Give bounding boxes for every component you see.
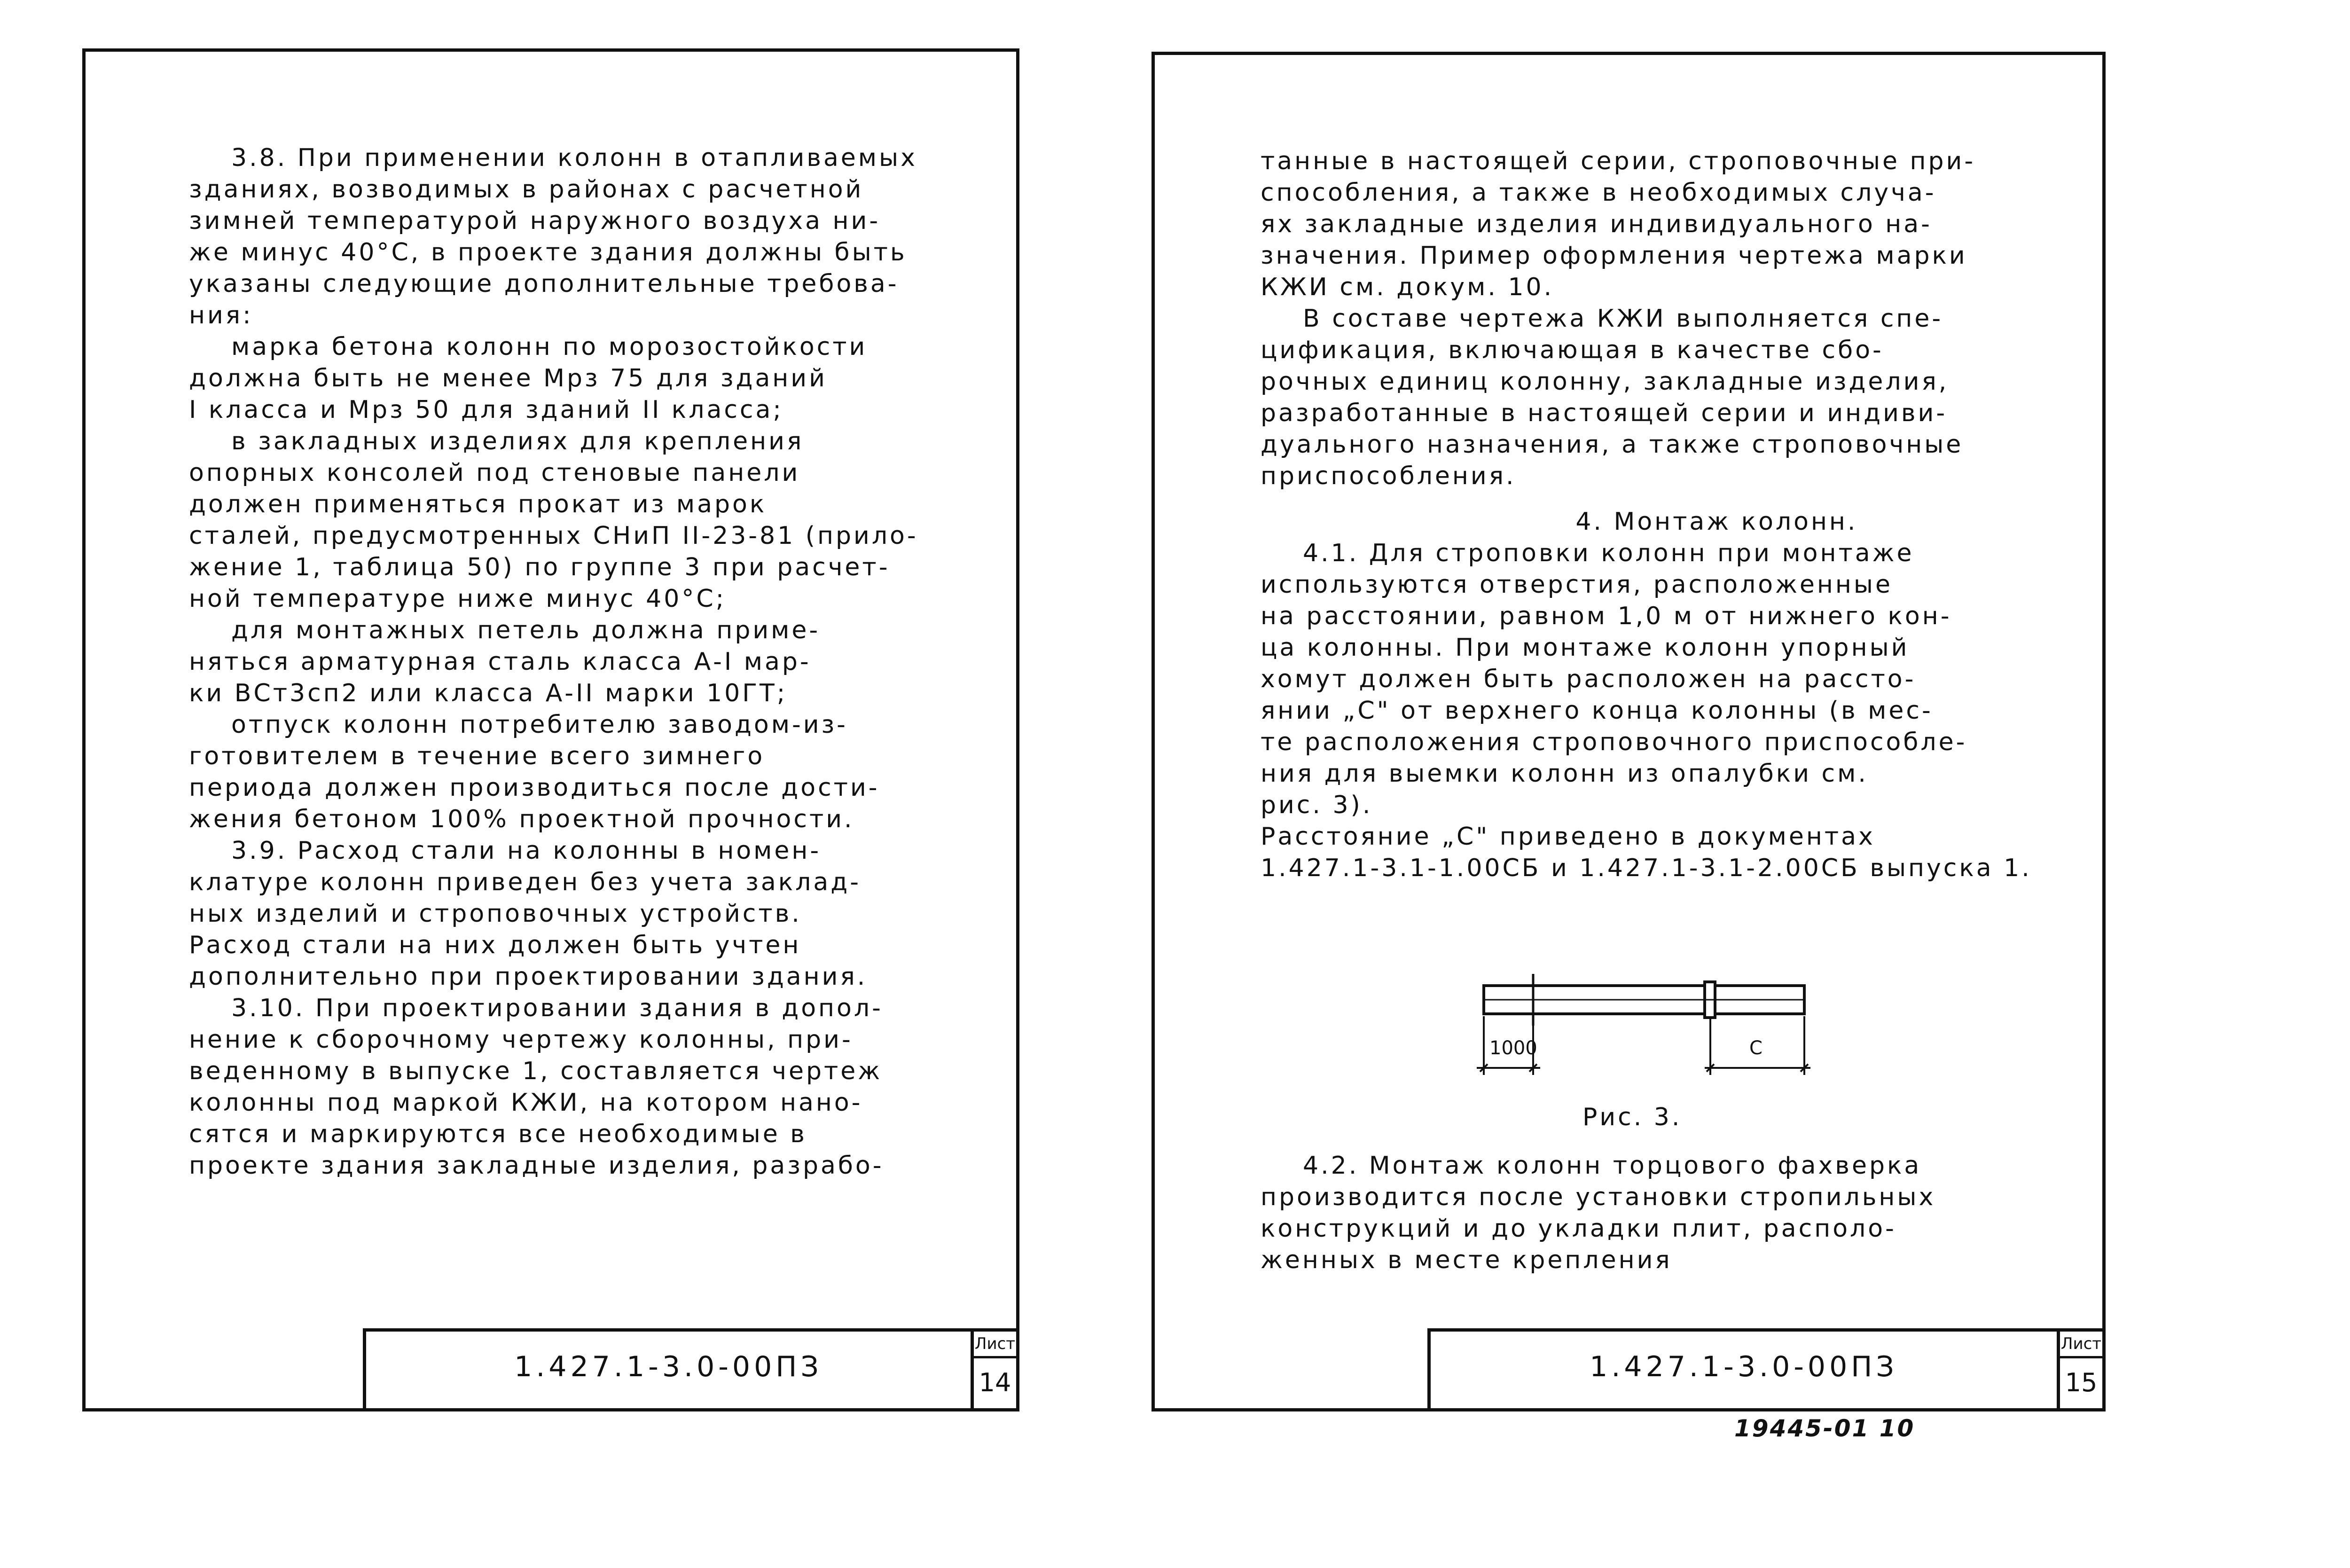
sheet-number: 15 — [2065, 1368, 2098, 1397]
right-text-middle — [1261, 538, 2032, 884]
title-block-right — [1427, 1328, 2102, 1408]
document-code: 1.427.1-3.0-00ПЗ — [514, 1350, 822, 1383]
text-line: ца колонны. При монтаже колонн упорный — [1261, 634, 1910, 662]
archive-number: 19445-01 10 — [1734, 1415, 1915, 1442]
text-line: женных в месте крепления — [1261, 1246, 1672, 1274]
text-line: ях закладные изделия индивидуального на- — [1261, 210, 1932, 238]
text-line: хомут должен быть расположен на рассто- — [1261, 665, 1916, 693]
text-line: зимней температурой наружного воздуха ни- — [189, 207, 881, 235]
right-text-top — [1261, 146, 2032, 492]
text-line: 3.8. При применении колонн в отапливаемых — [231, 144, 917, 172]
text-line: 1.427.1-3.1-1.00СБ и 1.427.1-3.1-2.00СБ выпуска 1. — [1261, 854, 2032, 882]
text-line: клатуре колонн приведен без учета заклад- — [189, 868, 861, 896]
text-line: КЖИ см. докум. 10. — [1261, 273, 1554, 301]
text-line: сятся и маркируются все необходимые в — [189, 1120, 807, 1148]
title-block-left — [363, 1328, 1016, 1408]
text-line: способления, а также в необходимых случа- — [1261, 179, 1936, 207]
text-line: дуального назначения, а также строповочные — [1261, 431, 1964, 459]
text-line: Расстояние „С" приведено в документах — [1261, 823, 1875, 851]
column-sketch — [1474, 934, 1813, 1103]
text-line: на расстоянии, равном 1,0 м от нижнего кон- — [1261, 602, 1952, 630]
document-code: 1.427.1-3.0-00ПЗ — [1590, 1350, 1898, 1383]
text-line: колонны под маркой КЖИ, на котором нано- — [189, 1089, 863, 1117]
text-line: в закладных изделиях для крепления — [231, 427, 804, 455]
right-text-bottom — [1261, 1150, 1935, 1276]
dimension-1000: 1000 — [1489, 1037, 1537, 1059]
section-title: 4. Монтаж колонн. — [1575, 508, 1858, 536]
text-line: зданиях, возводимых в районах с расчетной — [189, 175, 864, 204]
sheet-number: 14 — [979, 1368, 1011, 1397]
text-line: Расход стали на них должен быть учтен — [189, 931, 801, 959]
text-line: няться арматурная сталь класса А-I мар- — [189, 648, 811, 676]
sheet-label: Лист — [974, 1332, 1016, 1358]
sheet-right — [1152, 52, 2106, 1411]
text-line: I класса и Мрз 50 для зданий II класса; — [189, 396, 783, 424]
text-line: конструкций и до укладки плит, располо- — [1261, 1215, 1896, 1243]
text-line: нение к сборочному чертежу колонны, при- — [189, 1026, 853, 1054]
text-line: 3.9. Расход стали на колонны в номен- — [231, 837, 822, 865]
sheet-number-box — [971, 1332, 1016, 1408]
text-line: для монтажных петель должна приме- — [231, 616, 821, 644]
sheet-label: Лист — [2060, 1332, 2102, 1358]
text-line: 4.1. Для строповки колонн при монтаже — [1303, 539, 1914, 567]
text-line: сталей, предусмотренных СНиП II-23-81 (прило- — [189, 522, 918, 550]
text-line: ной температуре ниже минус 40°С; — [189, 585, 727, 613]
text-line: опорных консолей под стеновые панели — [189, 459, 800, 487]
text-line: янии „С" от верхнего конца колонны (в мес- — [1261, 697, 1933, 725]
text-line: те расположения строповочного приспособле- — [1261, 728, 1967, 756]
text-line: 4.2. Монтаж колонн торцового фахверка — [1303, 1152, 1922, 1180]
text-line: 3.10. При проектировании здания в допол- — [231, 994, 883, 1022]
text-line: рис. 3). — [1261, 791, 1373, 819]
figure-caption: Рис. 3. — [1582, 1103, 1682, 1131]
dimension-c: С — [1749, 1037, 1762, 1059]
text-line: разработанные в настоящей серии и индиви- — [1261, 399, 1948, 427]
text-line: должна быть не менее Мрз 75 для зданий — [189, 364, 827, 392]
text-line: ния: — [189, 301, 253, 329]
text-line: марка бетона колонн по морозостойкости — [231, 333, 868, 361]
text-line: производится после установки стропильных — [1261, 1183, 1936, 1211]
text-line: отпуск колонн потребителю заводом-из- — [231, 711, 848, 739]
text-line: готовителем в течение всего зимнего — [189, 742, 765, 770]
text-line: В составе чертежа КЖИ выполняется спе- — [1303, 305, 1943, 333]
figure-3 — [1474, 934, 1813, 1155]
text-line: танные в настоящей серии, строповочные при- — [1261, 147, 1976, 175]
text-line: рочных единиц колонну, закладные изделия, — [1261, 368, 1949, 396]
left-page-text — [189, 142, 918, 1182]
text-line: дополнительно при проектировании здания. — [189, 963, 868, 991]
text-line: жение 1, таблица 50) по группе 3 при расчет- — [189, 553, 890, 581]
text-line: жения бетоном 100% проектной прочности. — [189, 805, 854, 833]
text-line: указаны следующие дополнительные требова- — [189, 270, 899, 298]
text-line: должен применяться прокат из марок — [189, 490, 767, 518]
text-line: же минус 40°С, в проекте здания должны быть — [189, 238, 907, 267]
sheet-number-box — [2057, 1332, 2102, 1408]
right-page-text — [1261, 146, 2032, 884]
text-line: веденному в выпуске 1, составляется чертеж — [189, 1057, 883, 1085]
text-line: ния для выемки колонн из опалубки см. — [1261, 760, 1868, 788]
text-line: используются отверстия, расположенные — [1261, 571, 1893, 599]
text-line: ки ВСт3сп2 или класса А-II марки 10ГТ; — [189, 679, 788, 707]
text-line: ных изделий и строповочных устройств. — [189, 900, 802, 928]
text-line: приспособления. — [1261, 462, 1516, 490]
sheet-left — [82, 48, 1019, 1411]
text-line: цификация, включающая в качестве сбо- — [1261, 336, 1884, 364]
text-line: проекте здания закладные изделия, разрабо- — [189, 1152, 884, 1180]
text-line: значения. Пример оформления чертежа марки — [1261, 242, 1967, 270]
text-line: периода должен производиться после дости- — [189, 774, 880, 802]
